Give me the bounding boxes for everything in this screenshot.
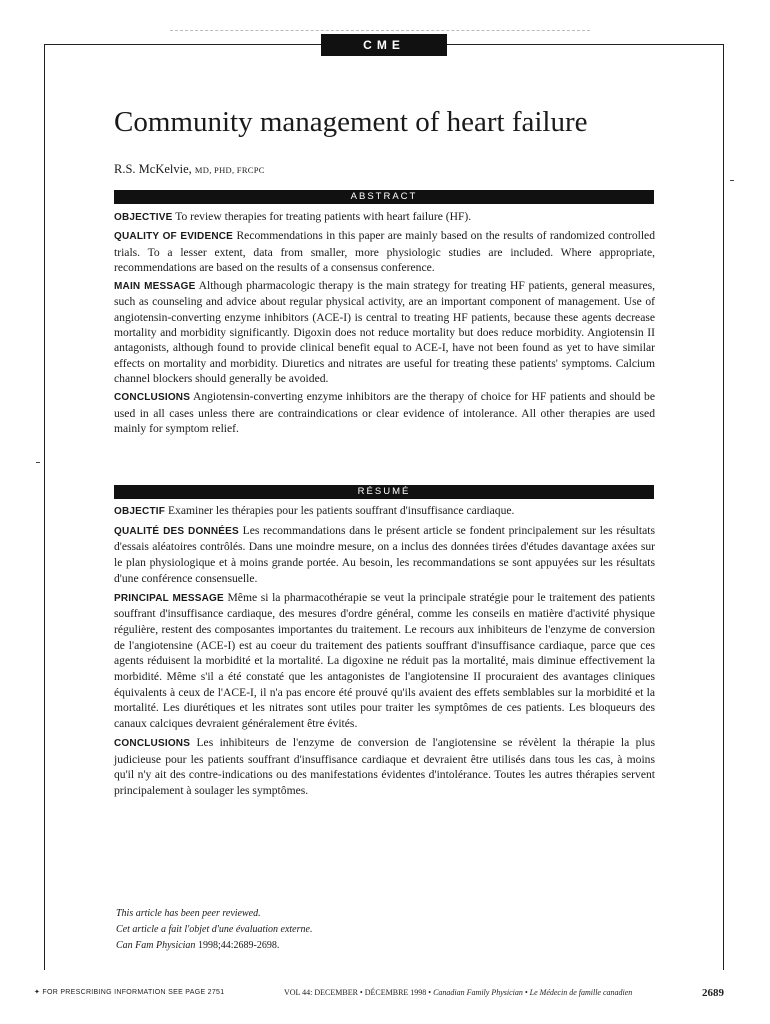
section-text: Les inhibiteurs de l'enzyme de conversion de l'angiotensine se révèlent la thérapie la plus judicieuse pour les patients souffrant d'insuffisance cardiaque et devraient être utilisés dans tous les cas, à moins qu'il n'y ait des contre-indications ou des manifestations évidentes d'intolérance. Toutes les autres thérapies servent principalement à soulager les symptômes. <box>114 735 655 797</box>
journal-name: Canadian Family Physician • Le Médecin de famille canadien <box>433 988 633 997</box>
author-name: R.S. McKelvie, <box>114 162 192 176</box>
page-footer <box>34 986 724 1000</box>
author-line <box>114 161 265 178</box>
peer-review-note <box>116 906 312 954</box>
peer-review-fr: Cet article a fait l'objet d'une évaluation externe. <box>116 924 313 935</box>
abstract-conclusions <box>114 389 655 436</box>
abstract-body <box>114 209 655 439</box>
section-text: Examiner les thérapies pour les patients souffrant d'insuffisance cardiaque. <box>167 504 515 517</box>
section-text: Although pharmacologic therapy is the main strategy for treating HF patients, general measures, such as counseling and advice about regular physical activity, are an important component of management. Use of angiotensin-converting enzyme inhibitors (ACE-I) is central to treating HF patients, because these agents decrease mortality and morbidity significantly. Digoxin does not reduce mortality but does reduce morbidity. Angiotensin II antagonists, although found to provide clinical benefit equal to ACE-I, have not been found as yet to have similar effects on mortality and morbidity. Diuretics and nitrates are useful for treating these patients' symptoms. Calcium channel blockers should generally be avoided. <box>114 279 656 385</box>
cme-banner: CME <box>321 34 447 56</box>
abstract-quality-of-evidence <box>114 228 655 275</box>
abstract-main-message <box>114 278 655 386</box>
section-label: CONCLUSIONS <box>114 737 191 749</box>
resume-principal-message <box>114 590 655 732</box>
resume-qualite-des-donnees <box>114 523 655 587</box>
issue-info <box>284 986 632 1000</box>
section-text: Les recommandations dans le présent article se fondent principalement sur les résultats d'essais aléatoires contrôlés. Dans une moindre mesure, on a inclus des données tirées d'études davantage axées sur le plan physiologique et à moins grande portée. Au besoin, les recommandations se sont appuyées sur les résultats d'une conférence consensuelle. <box>114 523 655 585</box>
section-text: Même si la pharmacothérapie se veut la principale stratégie pour le traitement des patients souffrant d'insuffisance cardiaque, des mesures d'ordre général, comme les conseils en matière d'activité physique régulière, restent des composantes importantes du traitement. Le recours aux inhibiteurs de l'enzyme de conversion de l'angiotensine (ACE-I) est au coeur du traitement des patients souffrant d'insuffisance cardiaque, parce que ces agents réduisent la morbidité et la mortalité. La digoxine ne réduit pas la mortalité, mais diminue effectivement la morbidité. Même s'il a été constaté que les antagonistes de l'angiotensine II procuraient des avantages cliniques équivalents à ceux de l'ACE-I, il n'a pas encore été prouvé qu'ils avaient des effets semblables sur la morbidité et la mortalité. Les diurétiques et les nitrates sont utiles pour traiter les symptômes de ces patients. Les bloqueurs des canaux calciques devraient généralement être évités. <box>114 590 655 731</box>
resume-objectif <box>114 503 655 520</box>
abstract-objective <box>114 209 655 225</box>
resume-conclusions <box>114 735 655 799</box>
section-label: PRINCIPAL MESSAGE <box>114 592 224 604</box>
resume-body <box>114 503 655 802</box>
section-text: Recommendations in this paper are mainly based on the results of randomized controlled trials. To a lesser extent, data from smaller, more physiologic studies are included. Where appropriate, recommendations are based on the results of a consensus conference. <box>114 229 655 274</box>
issue-date: VOL 44: DECEMBER • DÉCEMBRE 1998 • <box>284 988 432 997</box>
section-label: QUALITY OF EVIDENCE <box>114 231 234 243</box>
section-label: CONCLUSIONS <box>114 392 191 404</box>
citation-journal: Can Fam Physician <box>116 940 196 951</box>
citation <box>116 938 312 954</box>
margin-tick <box>36 462 40 463</box>
section-text: To review therapies for treating patients with heart failure (HF). <box>175 210 472 223</box>
section-label: OBJECTIVE <box>114 212 173 223</box>
margin-tick <box>730 180 734 181</box>
section-label: QUALITÉ DES DONNÉES <box>114 525 239 537</box>
section-label: OBJECTIF <box>114 506 166 517</box>
article-title: Community management of heart failure <box>114 106 588 138</box>
page-number: 2689 <box>702 987 724 999</box>
citation-ref: 1998;44:2689-2698. <box>197 940 280 951</box>
peer-review-en: This article has been peer reviewed. <box>116 908 261 919</box>
section-label: MAIN MESSAGE <box>114 281 196 293</box>
resume-header: RÉSUMÉ <box>114 485 654 499</box>
section-text: Angiotensin-converting enzyme inhibitors are the therapy of choice for HF patients and should be used in all cases unless there are contraindications or clear evidence of intolerance. All other therapies are used mainly for symptom relief. <box>114 390 655 435</box>
abstract-header: ABSTRACT <box>114 190 654 204</box>
author-credentials: MD, PHD, FRCPC <box>194 165 265 175</box>
prescribing-info-note: ✦ FOR PRESCRIBING INFORMATION SEE PAGE 2751 <box>34 989 225 996</box>
